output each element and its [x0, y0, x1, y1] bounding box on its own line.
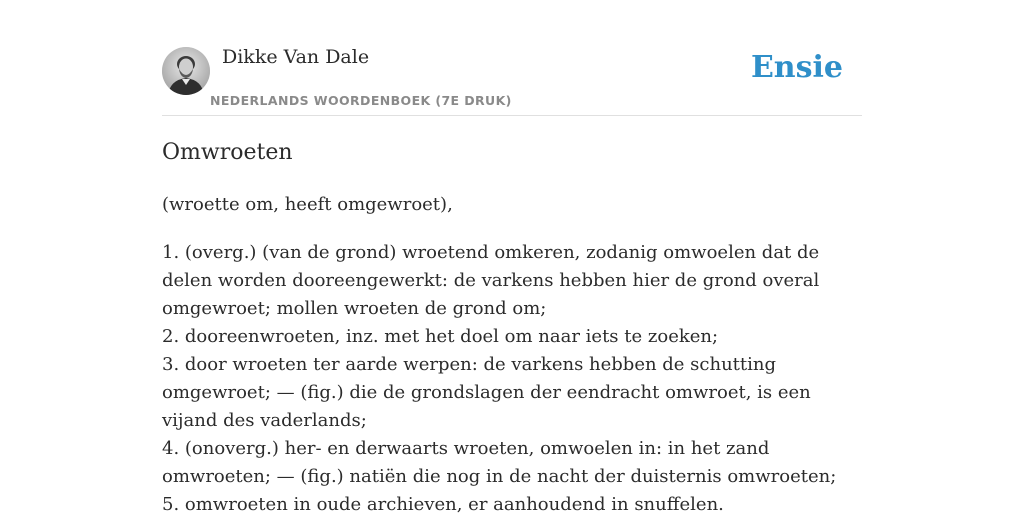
author-name[interactable]: Dikke Van Dale [222, 46, 370, 68]
author-avatar[interactable] [162, 47, 210, 95]
definition-item: 4. (onoverg.) her- en derwaarts wroeten, omwoelen in: in het zand omwroeten; — (fig.) natiën die nog in de nacht der duisternis omwroeten; [162, 438, 837, 487]
entry-title: Omwroeten [162, 140, 293, 165]
entry-header [162, 0, 862, 116]
entry-card [162, 0, 862, 515]
entry-inflections: (wroette om, heeft omgewroet), [162, 194, 453, 215]
definition-list [162, 239, 862, 519]
definition-item: 2. dooreenwroeten, inz. met het doel om naar iets te zoeken; [162, 326, 719, 347]
source-label[interactable]: NEDERLANDS WOORDENBOEK (7E DRUK) [210, 93, 512, 108]
definition-item: 3. door wroeten ter aarde werpen: de varkens hebben de schutting omgewroet; — (fig.) die de grondslagen der eendracht omwroet, is een vijand des vaderlands; [162, 354, 811, 431]
brand-logo[interactable]: Ensie [750, 50, 843, 85]
definition-item: 5. omwroeten in oude archieven, er aanhoudend in snuffelen. [162, 494, 724, 515]
portrait-icon [162, 47, 210, 95]
definition-item: 1. (overg.) (van de grond) wroetend omkeren, zodanig omwoelen dat de delen worden dooreengewerkt: de varkens hebben hier de grond overal omgewroet; mollen wroeten de grond om; [162, 242, 820, 319]
